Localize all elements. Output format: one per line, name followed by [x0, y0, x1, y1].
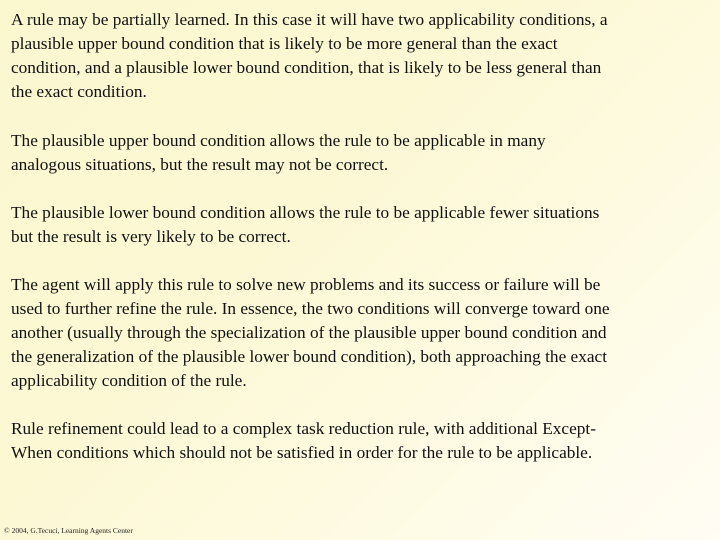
paragraph-except-when: [11, 417, 709, 465]
text-line: A rule may be partially learned. In this case it will have two applicability conditions, a: [11, 10, 608, 29]
paragraph-upper-bound: [11, 129, 709, 177]
text-line: When conditions which should not be satisfied in order for the rule to be applicable.: [11, 443, 593, 462]
text-line: plausible upper bound condition that is likely to be more general than the exact: [11, 34, 558, 53]
text-line: but the result is very likely to be correct.: [11, 227, 291, 246]
text-line: The plausible lower bound condition allows the rule to be applicable fewer situations: [11, 203, 600, 222]
text-line: Rule refinement could lead to a complex task reduction rule, with additional Except-: [11, 419, 596, 438]
text-line: analogous situations, but the result may not be correct.: [11, 155, 389, 174]
text-line: used to further refine the rule. In essence, the two conditions will converge toward one: [11, 299, 610, 318]
copyright-footer: © 2004, G.Tecuci, Learning Agents Center: [4, 526, 133, 535]
text-line: applicability condition of the rule.: [11, 371, 247, 390]
paragraph-refinement-process: [11, 273, 709, 393]
text-line: condition, and a plausible lower bound condition, that is likely to be less general than: [11, 58, 602, 77]
paragraph-partial-learning: [11, 8, 709, 104]
text-line: the generalization of the plausible lower bound condition), both approaching the exact: [11, 347, 608, 366]
text-line: the exact condition.: [11, 82, 147, 101]
paragraph-lower-bound: [11, 201, 709, 249]
text-line: The plausible upper bound condition allows the rule to be applicable in many: [11, 131, 546, 150]
text-line: another (usually through the specialization of the plausible upper bound condition and: [11, 323, 607, 342]
text-line: The agent will apply this rule to solve new problems and its success or failure will be: [11, 275, 601, 294]
